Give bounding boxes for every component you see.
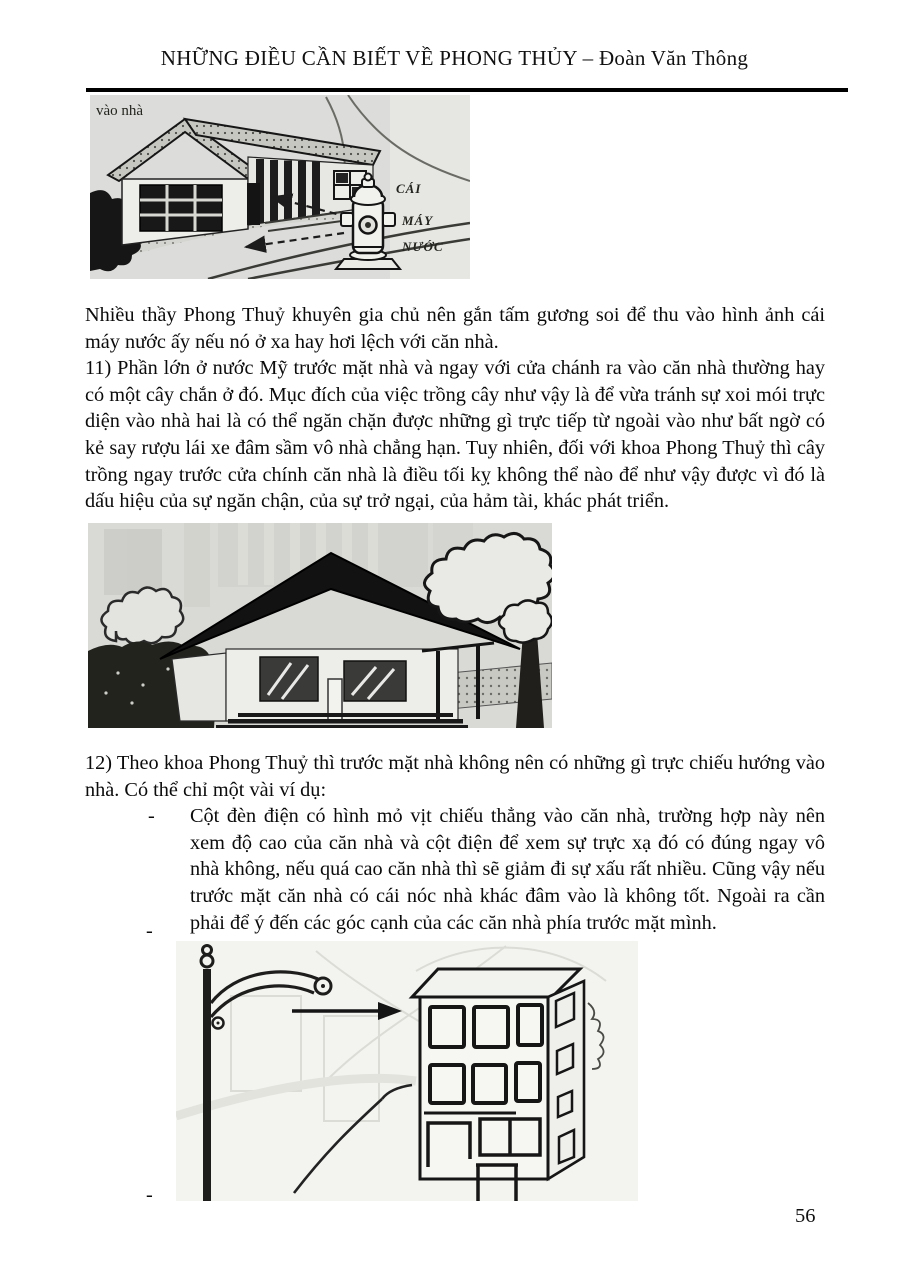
paragraph-item-11: 11) Phần lớn ở nước Mỹ trước mặt nhà và ngay với cửa chánh ra vào căn nhà thường hay có một cây chắn ở đó. Mục đích của việc trồng cây như vậy là để vừa tránh sự xoi mói trực diện vào nhà hai là có thể ngăn chặn được những gì trực tiếp từ ngoài vào như bất ngờ có kẻ say rượu lái xe đâm sầm vô nhà chẳng hạn. Tuy nhiên, đối với khoa Phong Thuỷ thì cây trồng ngay trước cửa chính căn nhà là điều tối kỵ không thể nào để như vậy được vì đó là dấu hiệu của sự ngăn chận, của sự trở ngại, của hảm tài, khác phát triển. bbox=[85, 357, 825, 513]
bullet-item-lamp-post bbox=[85, 803, 825, 936]
body-text-block-2 bbox=[85, 750, 825, 936]
bullet-dash-empty-1: - bbox=[146, 920, 153, 942]
figure-house-hydrant bbox=[90, 95, 470, 279]
bullet-dash: - bbox=[148, 805, 155, 828]
paragraph-mirror-advice: Nhiều thầy Phong Thuỷ khuyên gia chủ nên gắn tấm gương soi để thu vào hình ảnh cái máy nước ấy nếu nó ở xa hay hơi lệch với căn nhà. bbox=[85, 304, 825, 353]
figure1-label-may: MÁY bbox=[402, 213, 434, 228]
bullet-item-lamp-post-text: Cột đèn điện có hình mỏ vịt chiếu thẳng vào căn nhà, trường hợp này nên xem độ cao của căn nhà và cột điện để xem sự trực xạ đó có đúng ngay vô nhà không, nếu quá cao căn nhà thì sẽ giảm đi sự xấu rất nhiều. Cũng vậy nếu trước mặt căn nhà có cái nóc nhà khác đâm vào là không tốt. Ngoài ra cần phải để ý đến các góc cạnh của các căn nhà phía trước mặt mình. bbox=[190, 805, 825, 934]
lamp-building-illustration bbox=[176, 941, 638, 1201]
body-text-block-1 bbox=[85, 302, 825, 515]
paragraph-item-12: 12) Theo khoa Phong Thuỷ thì trước mặt nhà không nên có những gì trực chiếu hướng vào nhà. Có thể chỉ một vài ví dụ: bbox=[85, 752, 825, 801]
figure1-label-vao-nha: vào nhà bbox=[96, 103, 144, 119]
figure1-label-cai: CÁI bbox=[396, 181, 422, 196]
header-rule bbox=[86, 88, 848, 92]
bullet-dash-empty-2: - bbox=[146, 1184, 153, 1206]
figure1-label-nuoc: NƯỚC bbox=[402, 239, 444, 254]
figure-house-tree bbox=[88, 523, 552, 728]
page-number: 56 bbox=[795, 1205, 816, 1227]
house-tree-illustration bbox=[88, 523, 552, 728]
figure-lamp-building bbox=[176, 941, 638, 1201]
running-header-title: NHỮNG ĐIỀU CẦN BIẾT VỀ PHONG THỦY – Đoàn Văn Thông bbox=[160, 46, 749, 70]
